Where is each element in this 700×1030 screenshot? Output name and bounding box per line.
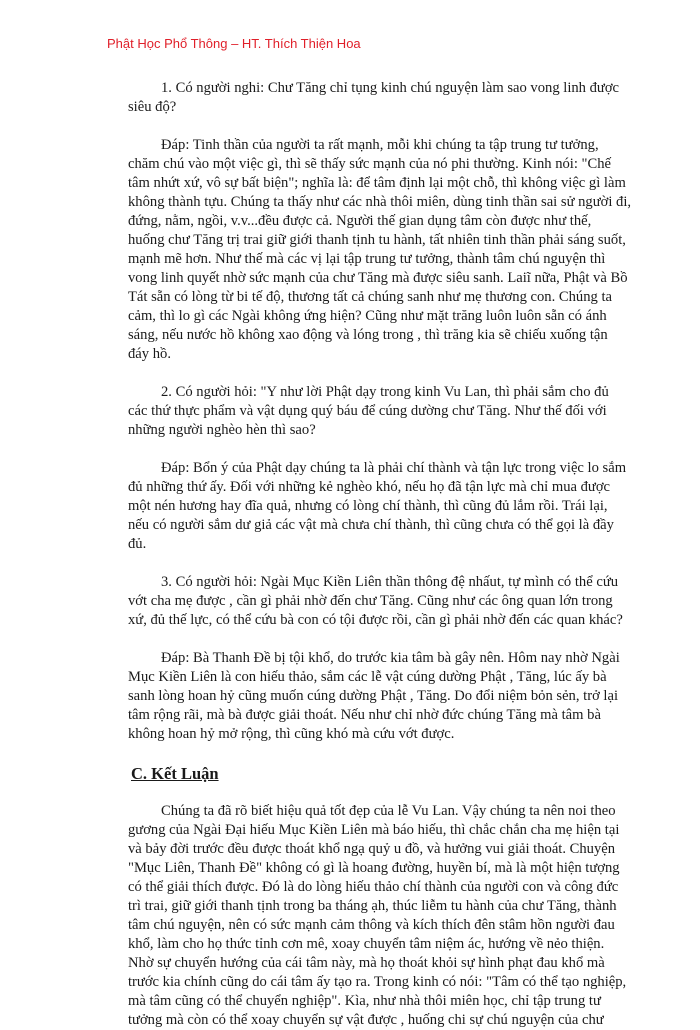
- text-line: sáng, nếu nước hồ không xao động và lóng trong , thì trăng kia sẽ chiếu xuống tận: [128, 327, 608, 343]
- text-line: Chúng ta đã rõ biết hiệu quả tốt đẹp của lễ Vu Lan. Vậy chúng ta nên noi theo: [161, 803, 616, 819]
- text-line: gương của Ngài Đại hiếu Mục Kiền Liên mà báo hiếu, thì chắc chắn cha mẹ hiện tại: [128, 822, 620, 838]
- answer-1: [128, 136, 632, 364]
- text-line: không thành tựu. Chúng ta thấy như các nhà thôi miên, dùng tinh thần sai sử người đi,: [128, 194, 632, 210]
- text-line: xứ, đủ thế lực, có thể cứu bà con có tội được rồi, cần gì phải nhờ đến các quan khác?: [128, 612, 623, 628]
- text-line: tâm rộng rãi, mà bà được giải thoát. Nếu như chỉ nhờ đức chúng Tăng mà tâm bà: [128, 707, 601, 723]
- text-line: Đáp: Bà Thanh Đề bị tội khổ, do trước kia tâm bà gây nên. Hôm nay nhờ Ngài: [161, 650, 620, 666]
- text-line: mạnh mẽ hơn. Như thế mà các vị lại tập trung tư tưởng, thành tâm chú nguyện thì: [128, 251, 606, 267]
- text-line: đủ những thứ ấy. Đối với những kẻ nghèo khó, nếu họ đã tận lực mà chỉ mua được: [128, 479, 611, 495]
- text-line: Tát sẵn có lòng từ bi tế độ, thương tất cả chúng sanh như mẹ thương con. Chúng ta: [128, 289, 612, 305]
- text-line: đứng, nằm, ngồi, v.v...đều được cả. Người thế gian dụng tâm còn được như thế,: [128, 213, 592, 229]
- text-line: không hoan hỷ mở rộng, thì cũng khó mà cứu vớt được.: [128, 726, 455, 742]
- text-line: "Mục Liên, Thanh Đề" không có gì là hoang đường, huyền bí, mà là một hiện tượng: [128, 860, 620, 876]
- text-line: vớt cha mẹ được , cần gì phải nhờ đến chư Tăng. Cũng như các ông quan lớn trong: [128, 593, 613, 609]
- text-line: 1. Có người nghi: Chư Tăng chỉ tụng kinh chú nguyện làm sao vong linh được: [161, 80, 620, 96]
- text-line: sanh lòng hoan hỷ cũng muốn cúng dường Phật , Tăng. Do đổi niệm bỏn sẻn, trở lại: [128, 688, 619, 704]
- text-line: 2. Có người hỏi: "Y như lời Phật dạy trong kinh Vu Lan, thì phải sắm cho đủ: [161, 384, 609, 400]
- text-line: cảm, thì lo gì các Ngài không ứng hiện? Cũng như mặt trăng luôn luôn sẵn có ánh: [128, 308, 607, 324]
- conclusion-paragraph: [128, 802, 627, 1030]
- text-line: trì trai, giữ giới thanh tịnh trong ba tháng ạh, thúc liễm tu hành của chư Tăng, thành: [128, 898, 617, 914]
- section-heading: C. Kết Luận: [131, 764, 219, 783]
- text-line: vong linh quyết nhờ sức mạnh của chư Tăng mà được siêu sanh. Laiĩ nữa, Phật và Bồ: [128, 270, 628, 286]
- text-line: những người nghèo hèn thì sao?: [128, 422, 316, 438]
- text-line: một nén hương hay đĩa quả, nhưng có lòng chí thành, thì cũng đủ lắm rồi. Trái lại,: [128, 498, 608, 514]
- text-line: tâm nhứt xứ, vô sự bất biện"; nghĩa là: để tâm định lại một chỗ, thì không việc gì làm: [128, 175, 626, 191]
- text-line: Nhờ sự chuyển hướng của cái tâm này, mà họ thoát khỏi sự hình phạt đau khổ mà: [128, 955, 605, 971]
- text-line: Đáp: Bổn ý của Phật dạy chúng ta là phải chí thành và tận lực trong việc lo sắm: [161, 460, 627, 476]
- text-line: đủ.: [128, 536, 147, 552]
- text-line: có thể giải thích được. Đó là do lòng hiếu thảo chí thành của người con và công đức: [128, 879, 619, 895]
- text-line: Đáp: Tinh thần của người ta rất mạnh, mỗi khi chúng ta tập trung tư tưởng,: [161, 137, 599, 153]
- text-line: khổ, làm cho họ thức tỉnh cơn mê, xoay chuyển tâm niệm ác, hướng về nẻo thiện.: [128, 936, 605, 952]
- text-line: mà tâm cũng có thể chuyển nghiệp". Kìa, như nhà thôi miên học, chỉ tập trung tư: [128, 993, 601, 1009]
- text-line: nếu có người sắm dư giả các vật mà chưa chí thành, thì cũng chưa có thể gọi là đầy: [128, 517, 614, 533]
- text-line: Mục Kiền Liên là con hiếu thảo, sắm các lễ vật cúng dường Phật , Tăng, lúc ấy bà: [128, 669, 607, 685]
- text-line: tưởng mà còn có thể xoay chuyển sự vật được , huống chi sự chú nguyện của chư: [128, 1012, 604, 1028]
- text-line: huống chư Tăng trị trai giữ giới thanh tịnh tu hành, tất nhiên tinh thần phải sáng suốt,: [128, 232, 626, 248]
- document-body: [128, 79, 632, 1030]
- question-3: [128, 573, 623, 630]
- answer-3: [128, 649, 620, 744]
- text-line: chăm chú vào một việc gì, thì sẽ thấy sức mạnh của nó phi thường. Kinh nói: "Chế: [128, 156, 612, 172]
- text-line: 3. Có người hỏi: Ngài Mục Kiền Liên thần thông đệ nhấut, tự mình có thể cứu: [161, 574, 619, 590]
- running-header: Phật Học Phổ Thông – HT. Thích Thiện Hoa: [107, 36, 361, 51]
- question-1: [128, 79, 620, 117]
- text-line: và bảy đời trước đều được thoát khổ ngạ quỷ u đồ, và hưởng vui giải thoát. Chuyện: [128, 841, 616, 857]
- text-line: các thứ thực phẩm và vật dụng quý báu để cúng dường chư Tăng. Như thế đối với: [128, 403, 607, 419]
- text-line: trước kia chính cũng do cái tâm ấy tạo ra. Trong kinh có nói: "Tâm có thể tạo nghiệp,: [128, 974, 627, 990]
- text-line: siêu độ?: [128, 99, 177, 115]
- answer-2: [128, 459, 627, 554]
- question-2: [128, 383, 608, 440]
- text-line: đáy hồ.: [128, 346, 171, 362]
- text-line: tâm chú nguyện, nên có sức mạnh cảm thông và kích thích đên stâm hồn người đau: [128, 917, 615, 933]
